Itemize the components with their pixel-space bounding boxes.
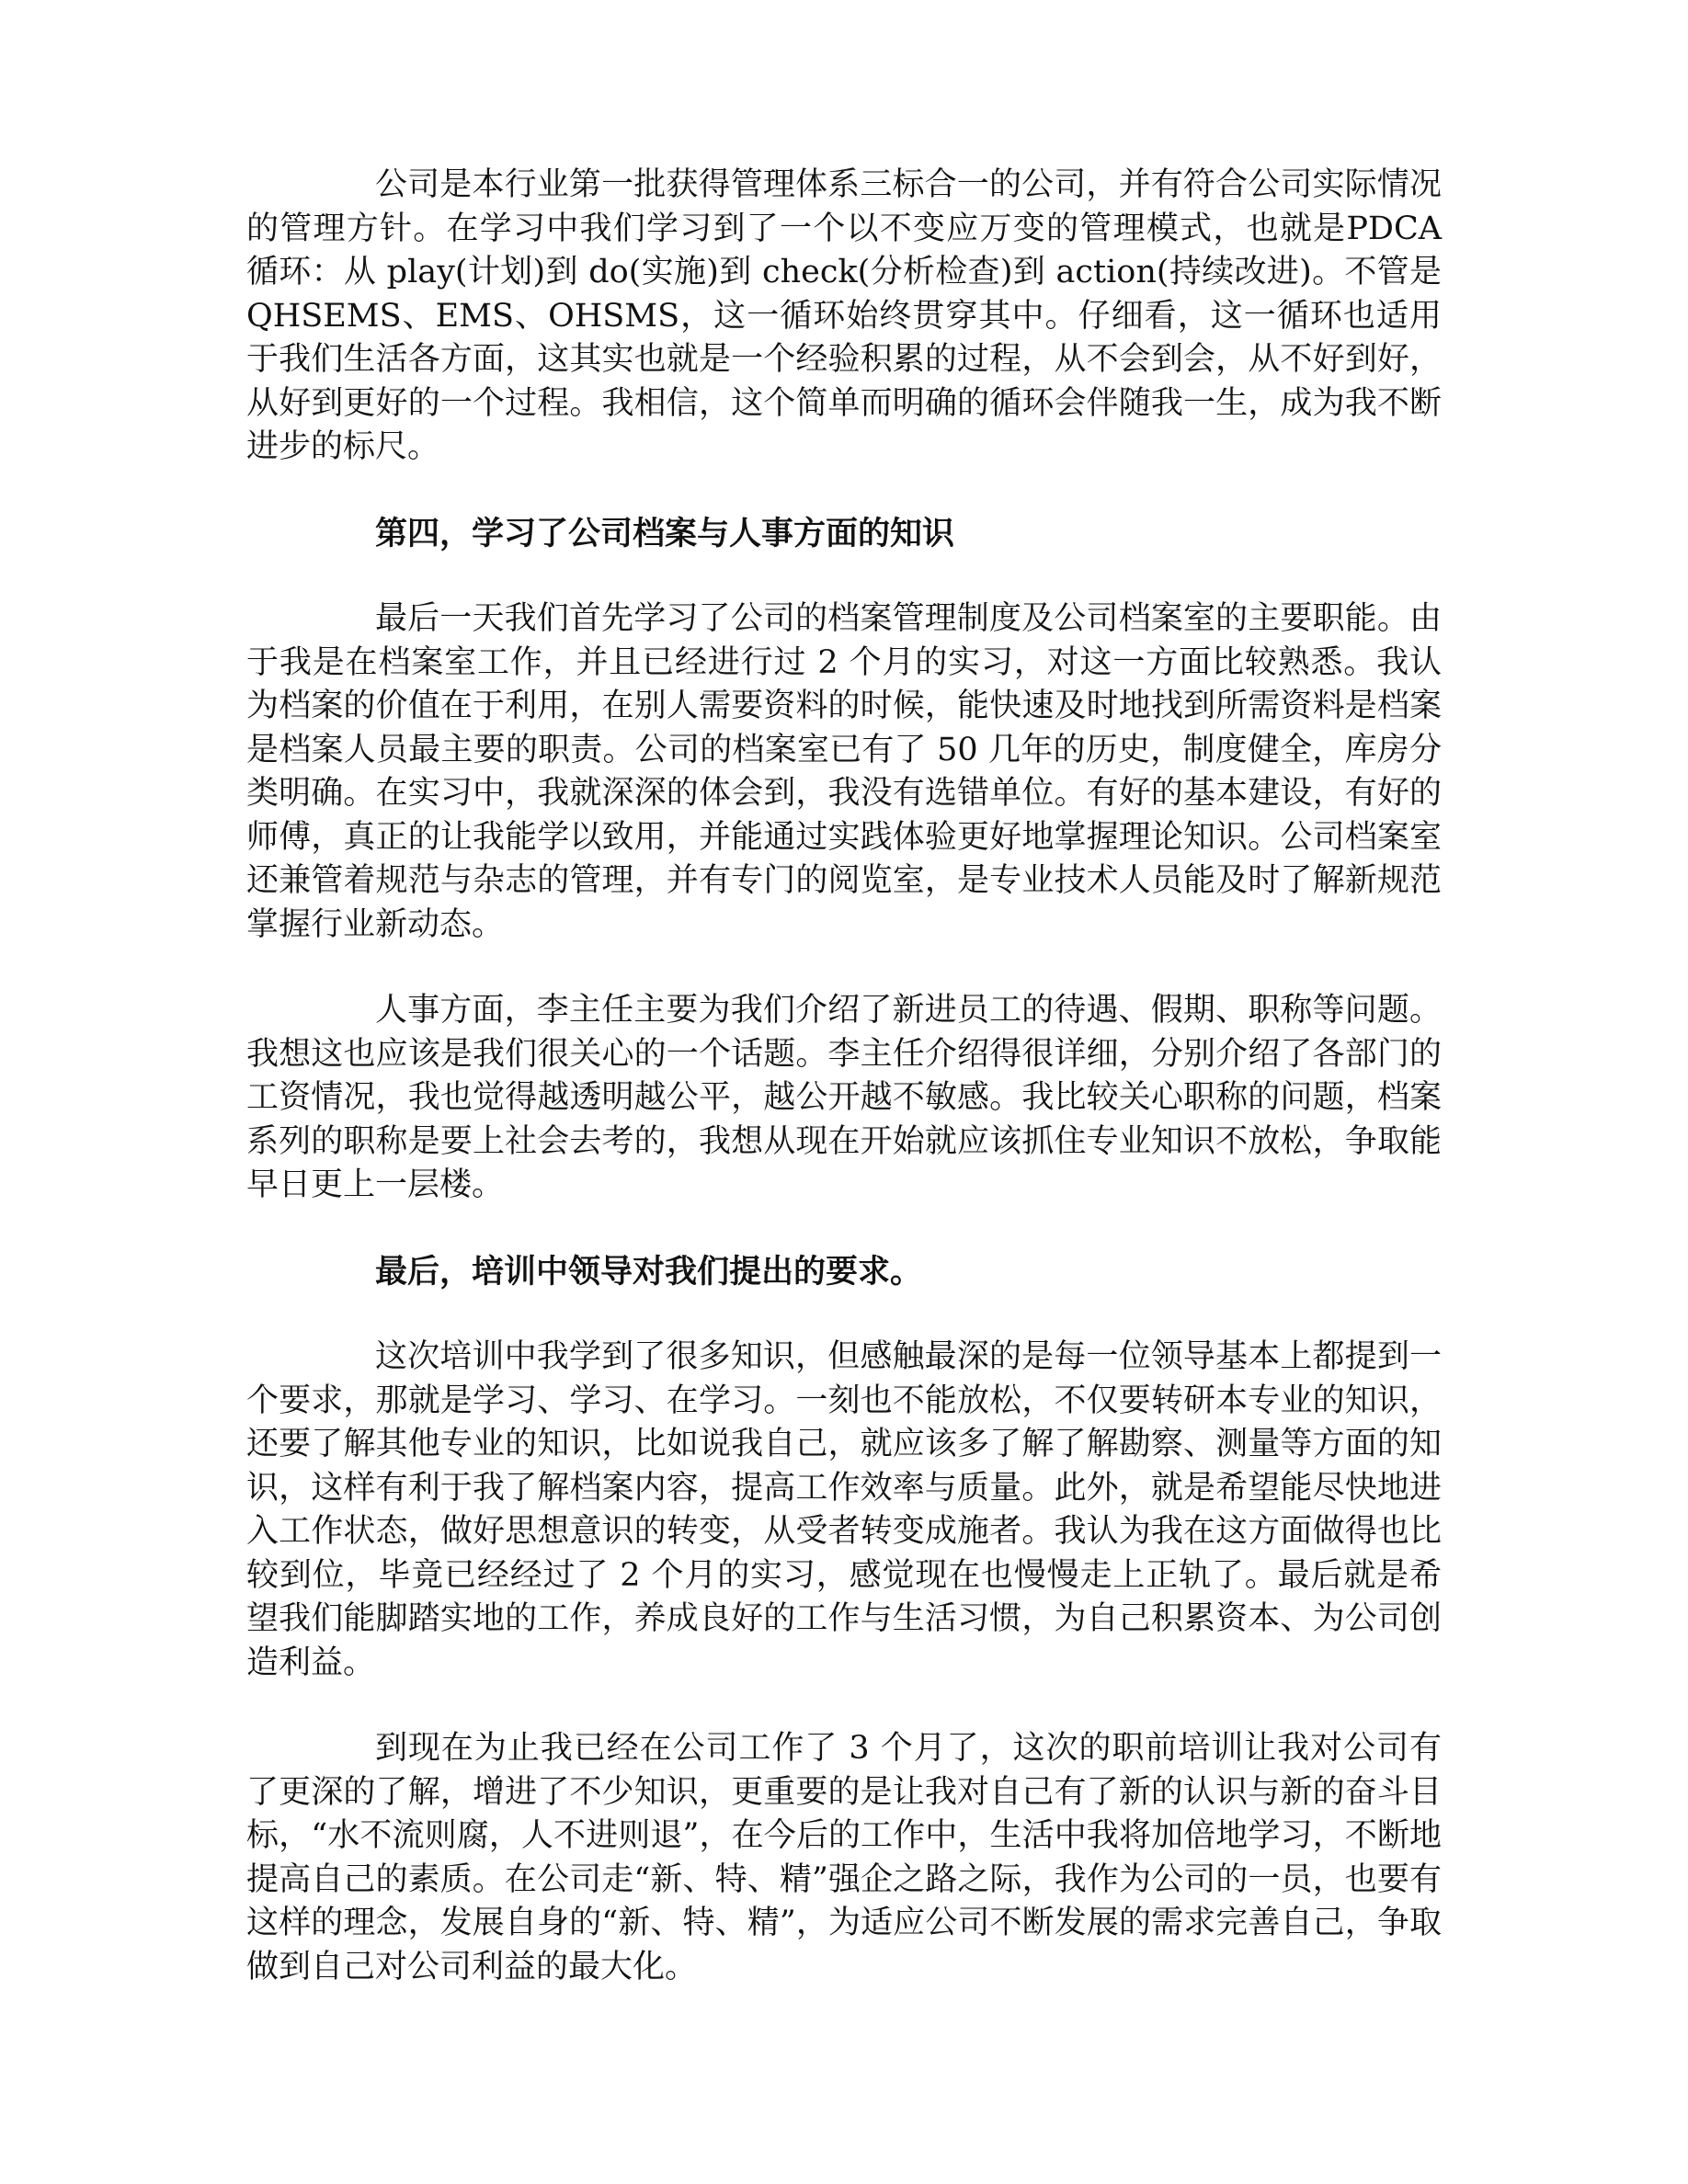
paragraph-training-requirements: 这次培训中我学到了很多知识，但感触最深的是每一位领导基本上都提到一个要求，那就是学习、学习、在学习。一刻也不能放松，不仅要转研本专业的知识，还要了解其他专业的知识，比如说我自己，就应该多了解了解勘察、测量等方面的知识，这样有利于我了解档案内容，提高工作效率与质量。此外，就是希望能尽快地进入工作状态，做好思想意识的转变，从受者转变成施者。我认为我在这方面做得也比较到位，毕竟已经经过了 2 个月的实习，感觉现在也慢慢走上正轨了。最后就是希望我们能脚踏实地的工作，养成良好的工作与生活习惯，为自己积累资本、为公司创造利益。 [246, 1338, 1442, 1681]
section-heading-leadership-requirements: 最后，培训中领导对我们提出的要求。 [375, 1252, 923, 1291]
paragraph-personnel: 人事方面，李主任主要为我们介绍了新进员工的待遇、假期、职称等问题。我想这也应该是我们很关心的一个话题。李主任介绍得很详细，分别介绍了各部门的工资情况，我也觉得越透明越公平，越公开越不敏感。我比较关心职称的问题，档案系列的职称是要上社会去考的，我想从现在开始就应该抓住专业知识不放松，争取能早日更上一层楼。 [246, 992, 1442, 1203]
document-page [246, 164, 1442, 2031]
paragraph-pdca-cycle: 公司是本行业第一批获得管理体系三标合一的公司，并有符合公司实际情况的管理方针。在学习中我们学习到了一个以不变应万变的管理模式，也就是PDCA 循环：从 play(计划)到 do(实施)到 check(分析检查)到 action(持续改进)。不管是 QHSEMS、EMS、OHSMS，这一循环始终贯穿其中。仔细看，这一循环也适用于我们生活各方面，这其实也就是一个经验积累的过程，从不会到会，从不好到好，从好到更好的一个过程。我相信，这个简单而明确的循环会伴随我一生，成为我不断进步的标尺。 [246, 166, 1442, 465]
section-heading-archives-hr: 第四，学习了公司档案与人事方面的知识 [375, 514, 955, 552]
paragraph-archives-management: 最后一天我们首先学习了公司的档案管理制度及公司档案室的主要职能。由于我是在档案室工作，并且已经进行过 2 个月的实习，对这一方面比较熟悉。我认为档案的价值在于利用，在别人需要资料的时候，能快速及时地找到所需资料是档案是档案人员最主要的职责。公司的档案室已有了 50 几年的历史，制度健全，库房分类明确。在实习中，我就深深的体会到，我没有选错单位。有好的基本建设，有好的师傅，真正的让我能学以致用，并能通过实践体验更好地掌握理论知识。公司档案室还兼管着规范与杂志的管理，并有专门的阅览室，是专业技术人员能及时了解新规范掌握行业新动态。 [246, 600, 1442, 943]
paragraph-conclusion: 到现在为止我已经在公司工作了 3 个月了，这次的职前培训让我对公司有了更深的了解，增进了不少知识，更重要的是让我对自己有了新的认识与新的奋斗目标，“水不流则腐，人不进则退”，在今后的工作中，生活中我将加倍地学习，不断地提高自己的素质。在公司走“新、特、精”强企之路之际，我作为公司的一员，也要有这样的理念，发展自身的“新、特、精”，为适应公司不断发展的需求完善自己，争取做到自己对公司利益的最大化。 [246, 1730, 1442, 1985]
